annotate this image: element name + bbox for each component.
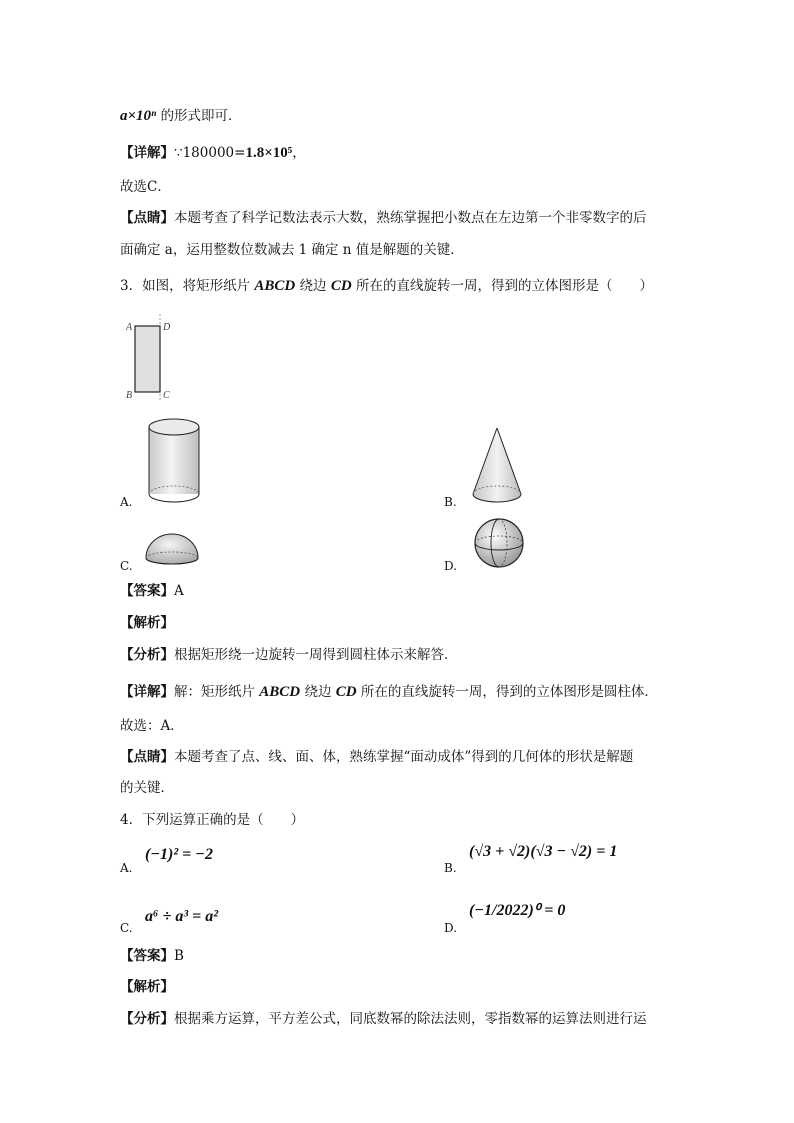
text: 本题考查了科学记数法表示大数，熟练掌握把小数点在左边第一个非零数字的后: [174, 210, 647, 226]
cone-icon: [469, 424, 525, 508]
formula: a×10ⁿ: [120, 108, 157, 124]
section-label: 【详解】: [120, 684, 174, 700]
section-label: 【解析】: [120, 615, 174, 631]
question-4: [120, 810, 304, 830]
label-a: A: [126, 322, 133, 333]
option-a-label: A.: [120, 495, 133, 509]
text: 所在的直线旋转一周，得到的立体图形是（ ）: [351, 278, 653, 294]
text-line: [120, 177, 171, 197]
label-b: B: [126, 390, 133, 401]
option-d-label: D.: [444, 559, 458, 573]
q4-option-d-label: D.: [444, 921, 458, 935]
text: 3．如图，将矩形纸片: [120, 278, 255, 294]
text-line: [120, 106, 242, 126]
formula: ABCD: [254, 278, 296, 294]
analysis-line: [120, 613, 174, 633]
detail-line: [120, 682, 658, 702]
text: 4．下列运算正确的是（ ）: [120, 812, 305, 828]
cylinder-icon: [145, 416, 203, 506]
note-line: [120, 747, 633, 767]
option-b-label: B.: [444, 495, 457, 509]
text: ，: [292, 145, 306, 161]
q4-option-c-label: C.: [120, 921, 133, 935]
formula: ABCD: [259, 684, 301, 700]
question-3: [120, 276, 653, 296]
section-label: 【点睛】: [120, 210, 174, 226]
hemisphere-icon: [143, 532, 201, 568]
answer-value: A: [174, 583, 184, 599]
section-label: 【分析】: [120, 647, 174, 663]
fenxi-line: [120, 1009, 647, 1029]
text: 的形式即可．: [160, 108, 242, 124]
label-c: C: [163, 390, 170, 401]
text: 故选C．: [120, 179, 171, 195]
text: 绕边: [295, 278, 331, 294]
answer-line: [120, 946, 184, 966]
section-label: 【详解】: [120, 145, 174, 161]
text: ∵180000=: [174, 145, 246, 161]
q4-option-d-formula: (−1/2022)⁰ = 0: [469, 902, 566, 919]
fenxi-line: [120, 645, 458, 665]
rectangle-figure: [120, 312, 180, 404]
text: 解：矩形纸片: [174, 684, 260, 700]
sphere-icon: [473, 517, 527, 569]
section-label: 【分析】: [120, 1011, 174, 1027]
q4-option-b-label: B.: [444, 861, 457, 875]
formula: CD: [335, 684, 357, 700]
answer-line: [120, 581, 184, 601]
answer-value: B: [174, 948, 184, 964]
label-d: D: [163, 322, 171, 333]
text: 面确定 a，运用整数位数减去 1 确定 n 值是解题的关键．: [120, 242, 464, 258]
text-line: [120, 778, 174, 798]
text: 的关键．: [120, 780, 174, 796]
q4-option-a-label: A.: [120, 861, 133, 875]
text: 绕边: [300, 684, 336, 700]
section-label: 【点睛】: [120, 749, 174, 765]
q4-option-b-formula: (√3 + √2)(√3 − √2) = 1: [469, 843, 618, 860]
text-line: [120, 240, 464, 260]
detail-line: [120, 143, 306, 163]
formula: 1.8×10⁵: [245, 145, 293, 161]
analysis-line: [120, 977, 174, 997]
text-line: [120, 716, 184, 736]
text: 所在的直线旋转一周，得到的立体图形是圆柱体．: [356, 684, 658, 700]
text: 根据矩形绕一边旋转一周得到圆柱体示来解答．: [174, 647, 458, 663]
text: 本题考查了点、线、面、体，熟练掌握“面动成体”得到的几何体的形状是解题: [174, 749, 634, 765]
text: 根据乘方运算，平方差公式，同底数幂的除法法则，零指数幂的运算法则进行运: [174, 1011, 647, 1027]
section-label: 【解析】: [120, 979, 174, 995]
q4-option-a-formula: (−1)² = −2: [145, 846, 213, 863]
text: 故选：A．: [120, 718, 184, 734]
q4-option-c-formula: a⁶ ÷ a³ = a²: [145, 908, 219, 925]
section-label: 【答案】: [120, 948, 174, 964]
note-line: [120, 208, 647, 228]
section-label: 【答案】: [120, 583, 174, 599]
option-c-label: C.: [120, 559, 133, 573]
formula: CD: [330, 278, 352, 294]
